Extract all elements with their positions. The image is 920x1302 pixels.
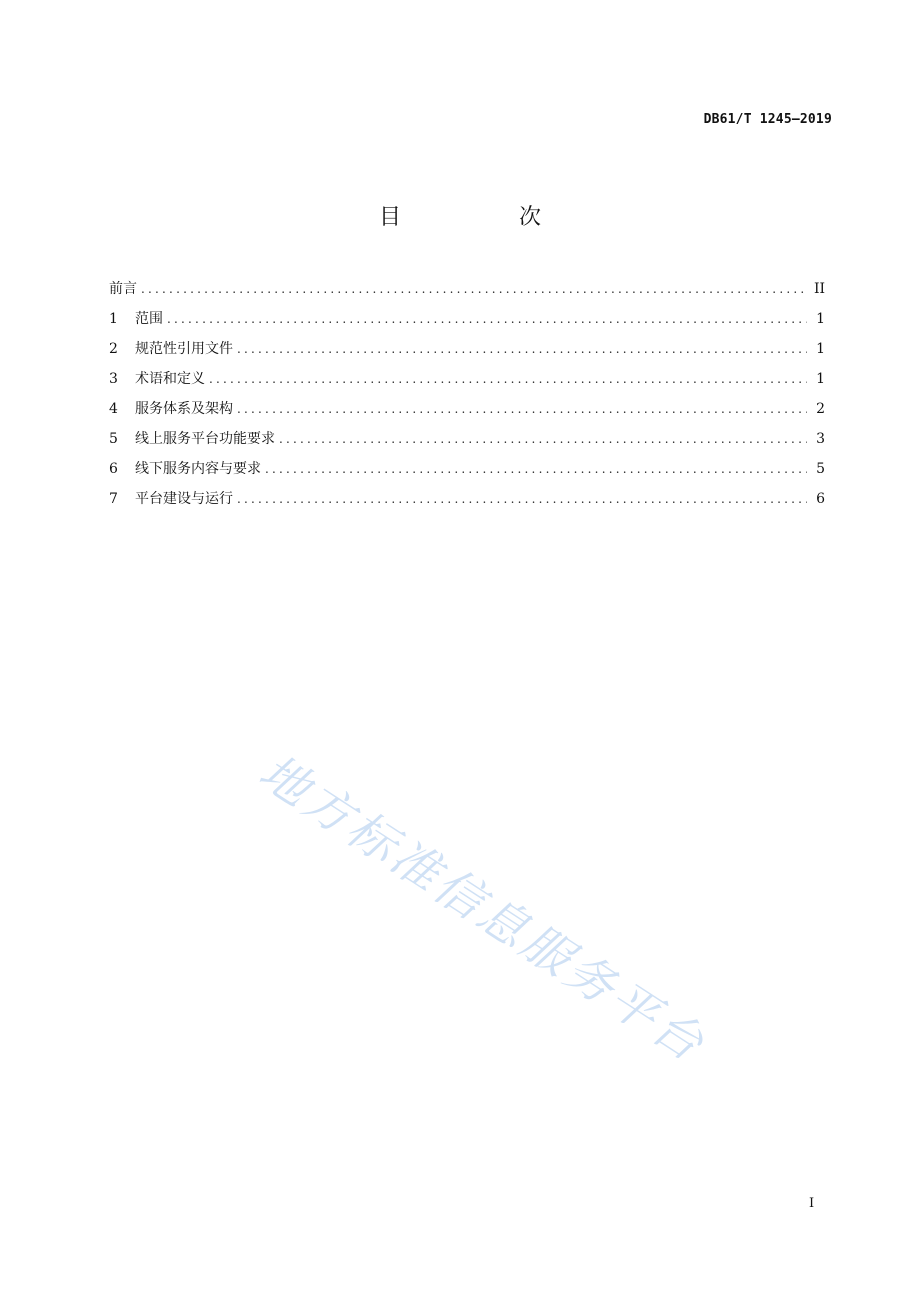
toc-leader-dots (141, 278, 806, 300)
toc-entry-online-platform[interactable] (109, 428, 825, 458)
toc-entry-page: 2 (816, 401, 825, 417)
toc-entry-label: 服务体系及架构 (135, 401, 233, 417)
toc-leader-dots (167, 308, 807, 330)
toc-entry-page: 3 (816, 431, 825, 447)
toc-leader-dots (237, 338, 807, 360)
toc-entry-label: 术语和定义 (135, 371, 205, 387)
toc-leader-dots (237, 488, 807, 510)
toc-entry-page: 5 (816, 461, 825, 477)
toc-entry-preface[interactable] (109, 278, 825, 308)
toc-entry-label: 平台建设与运行 (135, 491, 233, 507)
toc-entry-number: 5 (109, 431, 118, 447)
toc-leader-dots (265, 458, 807, 480)
toc-entry-normative-references[interactable] (109, 338, 825, 368)
toc-entry-label: 前言 (109, 281, 137, 297)
toc-entry-number: 7 (109, 491, 118, 507)
watermark-text: 地方标准信息服务平台 (249, 743, 716, 1074)
toc-entry-number: 1 (109, 311, 118, 327)
toc-entry-number: 2 (109, 341, 118, 357)
toc-title: 目 次 (378, 205, 589, 230)
toc-entry-platform-operation[interactable] (109, 488, 825, 518)
toc-entry-label: 线上服务平台功能要求 (135, 431, 275, 447)
toc-entry-page: II (813, 281, 825, 297)
toc-entry-terms-definitions[interactable] (109, 368, 825, 398)
toc-entry-scope[interactable] (109, 308, 825, 338)
toc-entry-number: 4 (109, 401, 118, 417)
toc-entry-service-architecture[interactable] (109, 398, 825, 428)
toc-entry-offline-services[interactable] (109, 458, 825, 488)
toc-leader-dots (279, 428, 807, 450)
toc-list (109, 278, 825, 518)
toc-entry-label: 线下服务内容与要求 (135, 461, 261, 477)
document-number: DB61/T 1245—2019 (703, 112, 832, 127)
toc-leader-dots (209, 368, 807, 390)
toc-entry-label: 范围 (135, 311, 163, 327)
toc-entry-number: 3 (109, 371, 118, 387)
toc-entry-page: 6 (816, 491, 825, 507)
toc-leader-dots (237, 398, 807, 420)
toc-entry-page: 1 (816, 371, 825, 387)
toc-entry-page: 1 (816, 311, 825, 327)
toc-entry-page: 1 (816, 341, 825, 357)
page-number: I (809, 1196, 815, 1211)
toc-entry-label: 规范性引用文件 (135, 341, 233, 357)
toc-entry-number: 6 (109, 461, 118, 477)
